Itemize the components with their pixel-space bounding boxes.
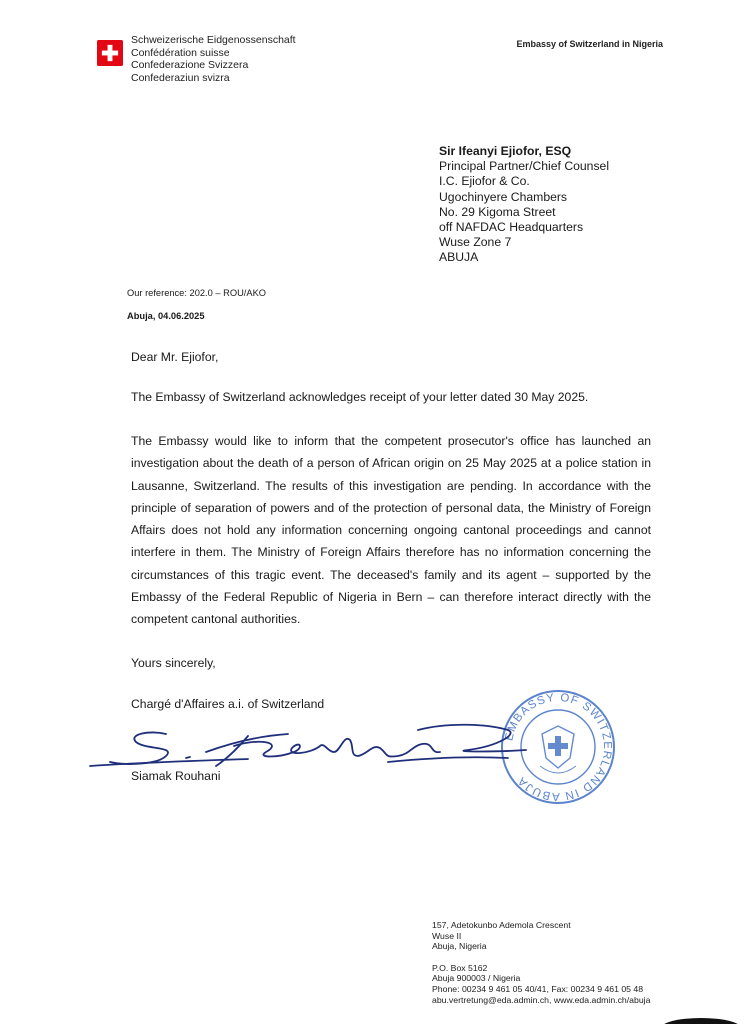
recipient-line: off NAFDAC Headquarters [439, 220, 584, 235]
confederation-line: Confederazione Svizzera [131, 59, 249, 71]
confederation-line: Schweizerische Eidgenossenschaft [131, 34, 296, 46]
confederation-line: Confederaziun svizra [131, 71, 230, 84]
footer-line: Phone: 00234 9 461 05 40/41, Fax: 00234 9 461 05 48 [432, 983, 644, 994]
recipient-line: Principal Partner/Chief Counsel [439, 159, 610, 174]
footer-line: Abuja 900003 / Nigeria [432, 973, 521, 984]
paragraph: The Embassy of Switzerland acknowledges receipt of your letter dated 30 May 2025. [131, 390, 589, 404]
recipient-line: Ugochinyere Chambers [439, 189, 568, 204]
swiss-flag-icon [97, 40, 123, 66]
footer-line: Abuja, Nigeria [432, 941, 487, 952]
footer-line: Wuse II [432, 930, 462, 941]
footer-address [432, 920, 650, 1005]
confederation-names [131, 34, 296, 84]
recipient-address [439, 144, 609, 266]
footer-line: 157, Adetokunbo Ademola Crescent [432, 920, 571, 930]
recipient-name: Sir Ifeanyi Ejiofor, ESQ [439, 144, 572, 158]
reference: Our reference: 202.0 – ROU/AKO [127, 288, 266, 298]
confederation-line: Confédération suisse [131, 46, 230, 59]
embassy-header: Embassy of Switzerland in Nigeria [516, 39, 663, 49]
recipient-line: No. 29 Kigoma Street [439, 204, 556, 219]
page-corner-shadow [601, 1014, 741, 1024]
signatory-name: Siamak Rouhani [131, 769, 221, 783]
recipient-line: I.C. Ejiofor & Co. [439, 174, 530, 189]
letter-date: Abuja, 04.06.2025 [127, 311, 205, 321]
paragraph: The Embassy would like to inform that the competent prosecutor's office has launched an investigation about the death of a person of African origin on 25 May 2025 at a police station in Lausanne, Switzerland. The results of this investigation are pending. In accordance with the principle of separation of powers and of the protection of personal data, the Ministry of Foreign Affairs does not hold any information concerning ongoing cantonal proceedings and cannot interfere in them. The Ministry of Foreign Affairs therefore has no information concerning the circumstances of this tragic event. The deceased's family and its agent – supported by the Embassy of the Federal Republic of Nigeria in Bern – can therefore interact directly with the competent cantonal authorities. [131, 434, 651, 627]
salutation: Dear Mr. Ejiofor, [131, 350, 219, 364]
closing: Yours sincerely, [131, 656, 216, 670]
stamp-text: EMBASSY OF SWITZERLAND IN ABUJA [503, 691, 614, 803]
footer-line: abu.vertretung@eda.admin.ch, www.eda.admin.ch/abuja [432, 994, 651, 1005]
recipient-line: Wuse Zone 7 [439, 235, 512, 250]
recipient-line: ABUJA [439, 250, 479, 265]
footer-line: P.O. Box 5162 [432, 962, 488, 973]
signatory-role: Chargé d'Affaires a.i. of Switzerland [131, 697, 325, 711]
